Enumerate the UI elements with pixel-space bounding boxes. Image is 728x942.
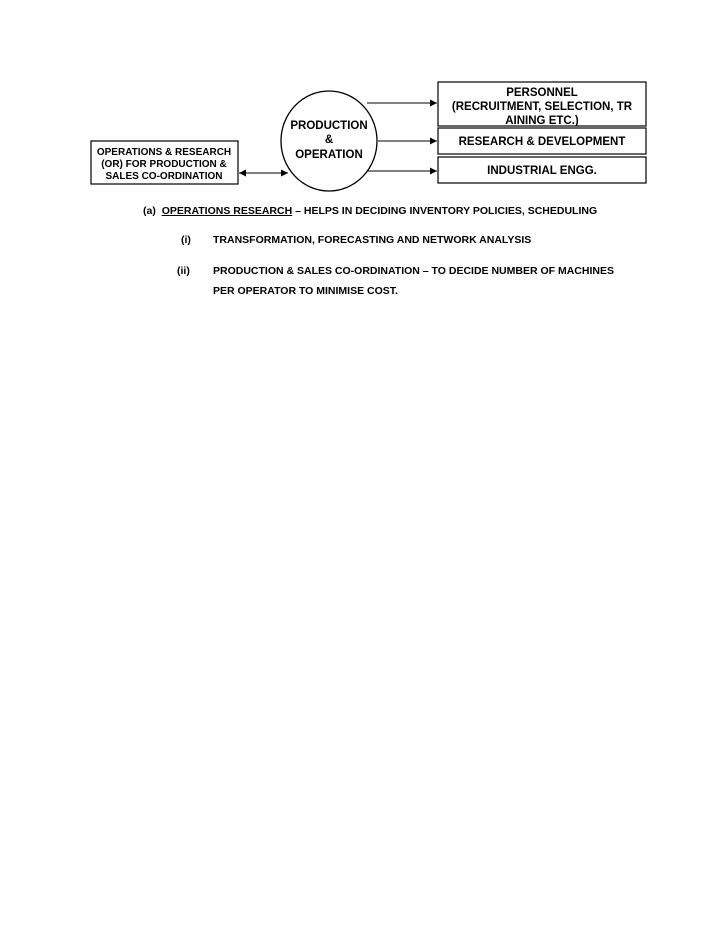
center-line-1: PRODUCTION xyxy=(290,120,368,132)
personnel-line-1: PERSONNEL xyxy=(506,87,578,99)
research-development-box xyxy=(438,128,646,154)
left-box-line-2: (OR) FOR PRODUCTION & xyxy=(101,159,227,170)
item-a-text: – HELPS IN DECIDING INVENTORY POLICIES, SCHEDULING xyxy=(292,205,598,217)
org-diagram xyxy=(0,0,728,200)
item-i-text: TRANSFORMATION, FORECASTING AND NETWORK ANALYSIS xyxy=(213,234,532,246)
center-line-2: & xyxy=(324,134,334,146)
item-ii-line-1: PRODUCTION & SALES CO-ORDINATION – TO DECIDE NUMBER OF MACHINES xyxy=(213,265,614,277)
research-development-label: RESEARCH & DEVELOPMENT xyxy=(458,136,626,148)
personnel-line-2: (RECRUITMENT, SELECTION, TR xyxy=(451,101,633,113)
item-i-marker: (i) xyxy=(181,234,191,246)
item-a-heading: OPERATIONS RESEARCH xyxy=(161,205,293,217)
item-ii-line-2: PER OPERATOR TO MINIMISE COST. xyxy=(213,285,398,297)
industrial-engg-label: INDUSTRIAL ENGG. xyxy=(487,165,597,177)
production-operation-ellipse xyxy=(281,91,377,191)
item-a-marker: (a) xyxy=(143,205,156,217)
left-box-line-1: OPERATIONS & RESEARCH xyxy=(96,147,232,158)
personnel-box xyxy=(438,82,646,127)
left-box-line-3: SALES CO-ORDINATION xyxy=(105,171,223,182)
personnel-line-3: AINING ETC.) xyxy=(505,115,579,127)
industrial-engg-box xyxy=(438,157,646,183)
item-ii-marker: (ii) xyxy=(177,265,190,277)
center-line-3: OPERATION xyxy=(295,149,363,161)
item-a xyxy=(143,201,597,222)
operations-research-box xyxy=(91,141,238,184)
